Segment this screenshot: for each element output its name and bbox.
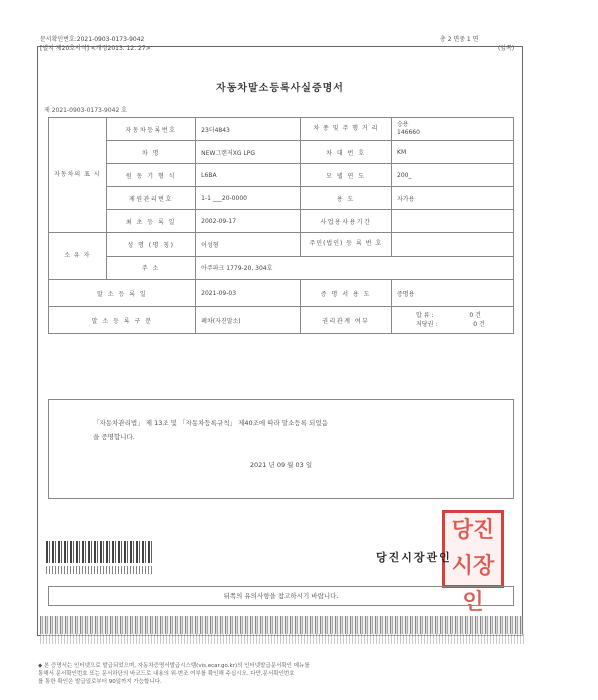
footer-notice	[38, 662, 558, 686]
certification-line-2: 을 증명합니다.	[93, 433, 135, 441]
certificate-frame	[37, 46, 523, 636]
model-year-label: 모 델 연 도	[300, 164, 391, 187]
table-row	[49, 307, 514, 334]
footer-line-1: ◆ 본 증명서는 인터넷으로 발급되었으며, 자동차증명서발급시스템(vis.ecar.go.kr)의 인터넷발급문서확인 메뉴를	[38, 663, 310, 669]
vehicle-type-label: 차 종 및 주 행 거 리	[300, 118, 391, 141]
mortgage-label: 저당권 :	[416, 321, 438, 328]
vehicle-type-value: 승용	[397, 121, 409, 128]
security-barcode-band-lower	[40, 634, 524, 644]
issuer-signature: 당진시장관인	[376, 551, 452, 564]
document-number: 제 2021-0903-0173-9042 호	[44, 107, 127, 114]
vehicle-type-cell	[392, 118, 514, 141]
mortgage-count: 0 건	[473, 321, 485, 328]
table-row	[49, 280, 514, 307]
back-side-notice: 뒤쪽의 유의사항을 참고하시기 바랍니다.	[48, 586, 514, 606]
owner-section-label: 소 유 자	[49, 233, 107, 280]
barcode-strip	[46, 566, 152, 574]
first-reg-label: 최 초 등 록 일	[106, 210, 196, 233]
owner-name-value: 이성형	[196, 233, 301, 257]
first-reg-value: 2002-09-17	[196, 210, 301, 233]
table-row	[49, 233, 514, 257]
seizure-label: 압 류 :	[416, 312, 434, 319]
security-barcode-band	[40, 616, 524, 634]
owner-id-label: 주민(법인) 등 록 번 호	[300, 233, 391, 257]
footer-line-2: 통해서 문서확인번호 또는 문서하단의 바코드로 내용의 위·변조 여부를 확인해 주십시오. 다만,문서확인번호	[38, 671, 295, 677]
certification-line-1: 「자동차관리법」 제 13조 및 「자동차등록규칙」 제40조에 따라 말소등록 되었음	[93, 419, 328, 427]
cert-purpose-label: 증 명 서 용 도	[300, 280, 391, 307]
front-side-label: (앞쪽)	[498, 45, 515, 52]
usage-label: 용 도	[300, 187, 391, 210]
seizure-row	[416, 311, 508, 320]
dereg-date-value: 2021-09-03	[196, 280, 301, 307]
table-row	[49, 210, 514, 233]
mortgage-row	[416, 320, 508, 329]
dereg-date-label: 말 소 등 록 일	[49, 280, 196, 307]
table-row	[49, 141, 514, 164]
lien-status-label: 권리관계 여부	[300, 307, 391, 334]
table-row	[49, 256, 514, 280]
engine-label: 원 동 기 형 식	[106, 164, 196, 187]
reg-no-label: 자동차등록번호	[106, 118, 196, 141]
table-row	[49, 164, 514, 187]
certification-box	[48, 399, 514, 499]
owner-name-label: 성 명 (명 칭)	[106, 233, 196, 257]
approval-label: 제원관리번호	[106, 187, 196, 210]
usage-value: 자가용	[392, 187, 514, 210]
footer-line-3: 를 통한 확인은 발급일로부터 90일까지 가능합니다.	[38, 679, 162, 685]
vin-value: KM	[392, 141, 514, 164]
engine-value: L6BA	[196, 164, 301, 187]
lien-status-cell	[392, 307, 514, 334]
approval-value: 1-1 ___20-0000	[196, 187, 301, 210]
owner-id-value	[392, 233, 514, 257]
seal-lettering: 당진 시장 인	[451, 518, 495, 615]
vehicle-info-table	[48, 117, 514, 334]
business-period-label: 사업용사용기간	[300, 210, 391, 233]
doc-check-number: 문서확인번호:2021-0903-0173-9042	[40, 36, 145, 43]
address-value: 아주파크 1779-20, 304호	[196, 256, 514, 280]
mileage-value: 146660	[397, 129, 420, 136]
table-row	[49, 118, 514, 141]
table-row	[49, 187, 514, 210]
vehicle-section-label: 자동차의 표 시	[49, 118, 107, 233]
cert-purpose-value: 증명용	[392, 280, 514, 307]
model-label: 차 명	[106, 141, 196, 164]
dereg-type-label: 말 소 등 록 구 분	[49, 307, 196, 334]
vin-label: 차 대 번 호	[300, 141, 391, 164]
form-number: [별지 제20호서식] <개정2013. 12. 27>	[40, 45, 151, 52]
reg-no-value: 23더4843	[196, 118, 301, 141]
model-value: NEW그랜저XG LPG	[196, 141, 301, 164]
business-period-value	[392, 210, 514, 233]
issue-date: 2021 년 09 월 03 일	[249, 461, 313, 469]
address-label: 주 소	[106, 256, 196, 280]
seizure-count: 0 건	[469, 312, 481, 319]
model-year-value: 200_	[392, 164, 514, 187]
barcode-image	[46, 541, 152, 563]
page-count: 총 2 면중 1 면	[440, 36, 479, 43]
dereg-type-value: 폐차(자진말소)	[196, 307, 301, 334]
document-title: 자동차말소등록사실증명서	[216, 83, 344, 94]
